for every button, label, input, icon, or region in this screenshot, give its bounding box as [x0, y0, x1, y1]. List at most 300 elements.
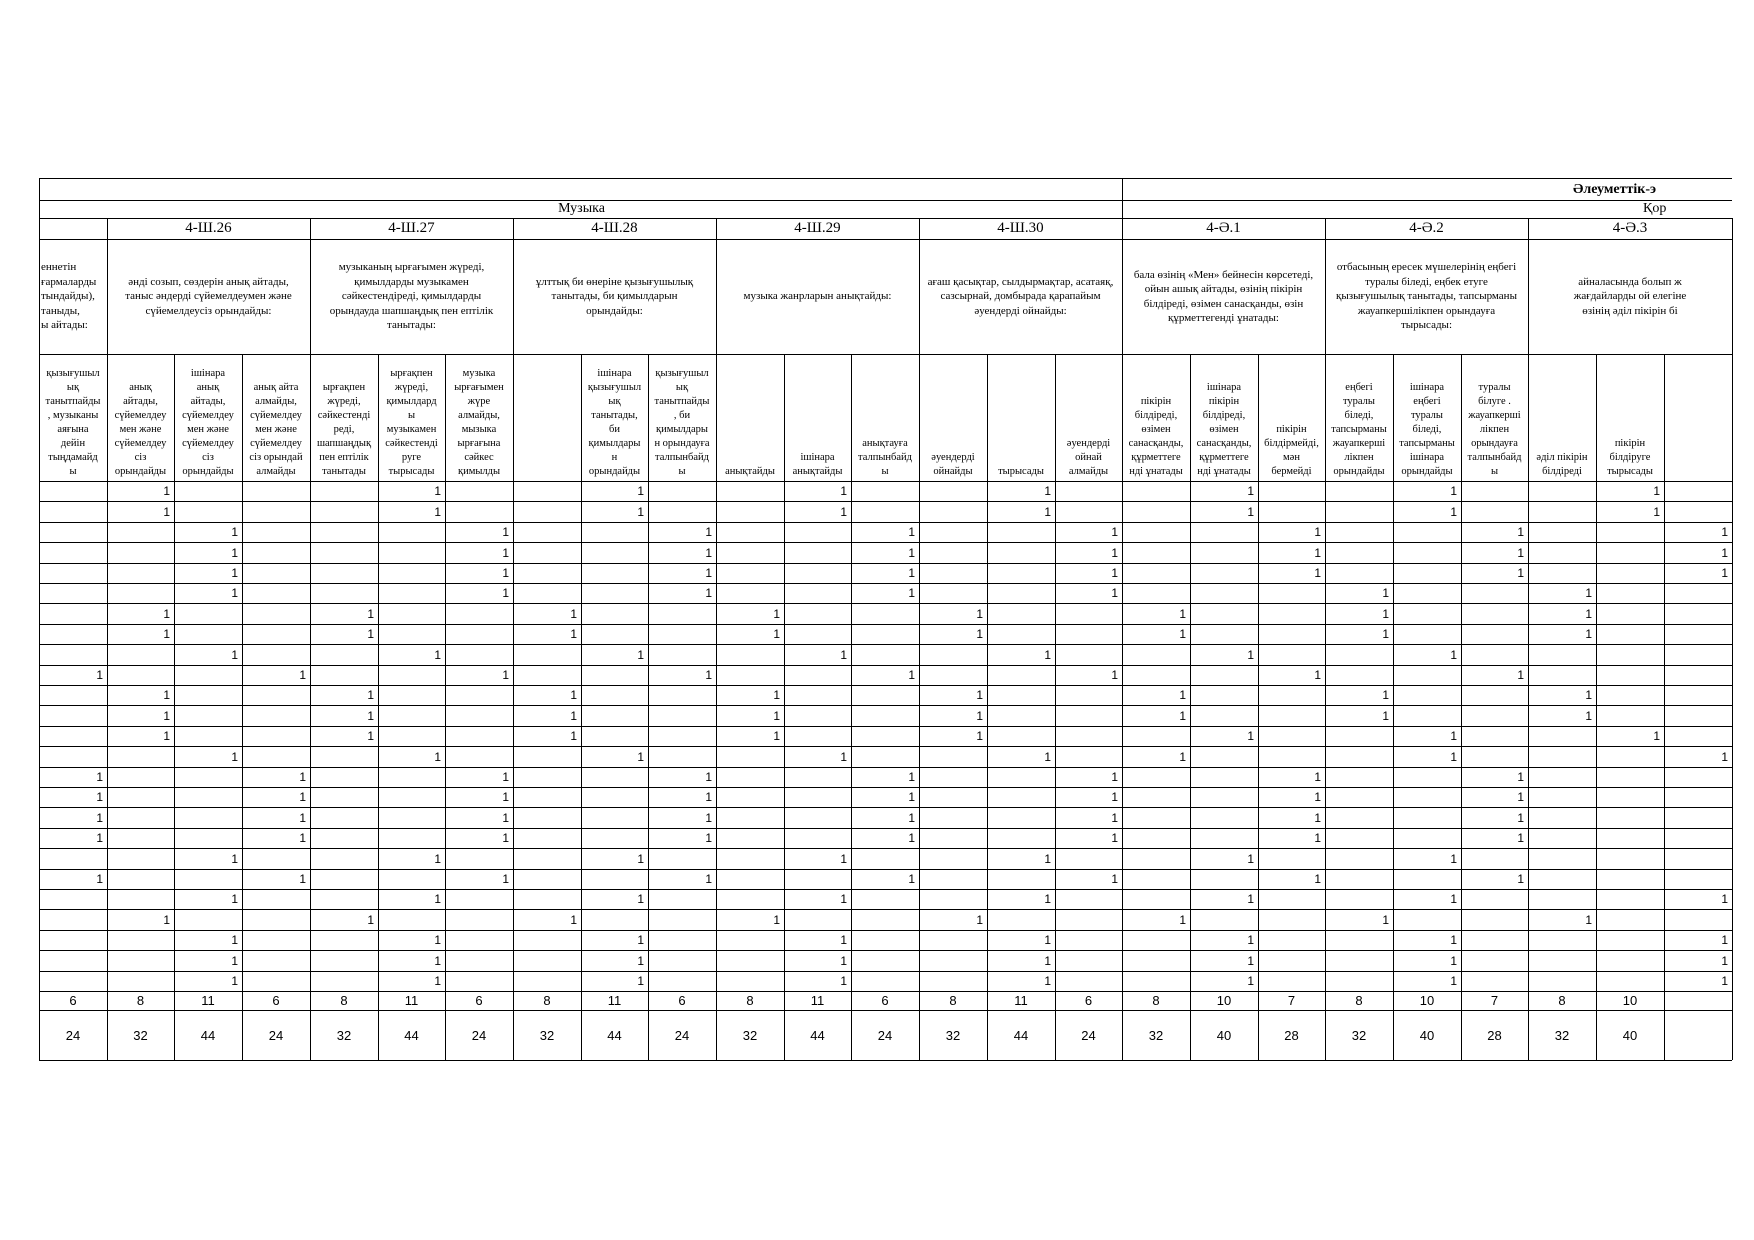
section-code: 4-Ә.2 — [1409, 220, 1444, 236]
grid-line-row — [39, 889, 1732, 890]
score-cell: 1 — [908, 770, 915, 784]
criterion-label: әділ пікірін білдіреді — [1536, 452, 1588, 477]
assessment-table — [39, 178, 1749, 1079]
percent-cell: 32 — [539, 1027, 555, 1043]
score-cell: 1 — [163, 627, 170, 641]
total-cell: 10 — [1216, 993, 1232, 1008]
score-cell: 1 — [1585, 708, 1592, 723]
section-description: музыканың ырғағымен жүреді, қимылдарды музыкамен сәйкестендіреді, қимылдарды орындауда шапшаңдық пен ептілік танытады: — [329, 261, 494, 332]
percent-cell: 44 — [1013, 1027, 1029, 1043]
criterion-label: әуендерді ойнайды — [931, 452, 975, 477]
grid-line-row — [39, 746, 1732, 747]
score-cell: 1 — [1517, 790, 1524, 804]
score-cell: 1 — [637, 484, 644, 498]
percent-cell: 32 — [336, 1027, 352, 1043]
total-cell: 8 — [746, 993, 754, 1008]
total-cell: 6 — [881, 993, 889, 1008]
section-description: музыка жанрларын анықтайды: — [743, 290, 892, 303]
score-cell: 1 — [1044, 484, 1051, 498]
criterion-label: анық айта алмайды, сүйемелдеу мен және сүйемелдеу сіз орындай алмайды — [249, 382, 303, 477]
grid-line-row — [39, 624, 1732, 625]
criterion-label: ішінара пікірін білдіреді, өзімен санасқанды, құрметтеге нді ұнатады — [1196, 382, 1252, 477]
score-cell: 1 — [1382, 912, 1389, 927]
percent-cell: 28 — [1487, 1027, 1502, 1043]
score-cell: 1 — [163, 708, 170, 723]
score-cell: 1 — [908, 545, 915, 560]
score-cell: 1 — [1450, 484, 1457, 498]
score-cell: 1 — [367, 912, 374, 927]
total-cell: 11 — [607, 993, 622, 1008]
score-cell: 1 — [570, 912, 577, 927]
percent-cell: 44 — [810, 1027, 825, 1043]
score-cell: 1 — [1247, 974, 1254, 988]
score-cell: 1 — [1111, 790, 1118, 804]
score-cell: 1 — [705, 790, 712, 804]
score-cell: 1 — [773, 688, 780, 702]
score-cell: 1 — [1721, 933, 1728, 947]
score-cell: 1 — [1111, 545, 1118, 560]
total-cell: 8 — [340, 993, 348, 1008]
percent-cell: 44 — [404, 1027, 419, 1043]
score-cell: 1 — [502, 872, 509, 886]
score-cell: 1 — [299, 770, 306, 784]
percent-cell: 32 — [1554, 1027, 1570, 1043]
score-cell: 1 — [1179, 708, 1186, 723]
score-cell: 1 — [1450, 892, 1457, 906]
score-cell: 1 — [1247, 504, 1254, 519]
score-cell: 1 — [163, 504, 170, 519]
score-cell: 1 — [1247, 953, 1254, 968]
score-cell: 1 — [1653, 504, 1660, 519]
score-cell: 1 — [1111, 668, 1118, 682]
percent-cell: 24 — [471, 1027, 487, 1043]
score-cell: 1 — [1517, 525, 1524, 539]
percent-cell: 32 — [742, 1027, 758, 1043]
total-cell: 11 — [810, 993, 825, 1008]
score-cell: 1 — [1382, 688, 1389, 702]
percent-cell: 40 — [1622, 1027, 1638, 1043]
section-code: 4-Ә.3 — [1612, 220, 1648, 236]
score-cell: 1 — [908, 586, 915, 600]
score-cell: 1 — [434, 504, 441, 519]
score-cell: 1 — [908, 790, 915, 804]
score-cell: 1 — [570, 606, 577, 621]
score-cell: 1 — [908, 566, 915, 580]
total-cell: 8 — [543, 993, 551, 1008]
total-cell: 7 — [1490, 993, 1499, 1008]
total-cell: 11 — [1014, 993, 1028, 1008]
score-cell: 1 — [96, 668, 103, 682]
section-description: ұлттық би өнеріне қызығушылық танытады, би қимылдарын орындайды: — [535, 275, 694, 317]
score-cell: 1 — [299, 831, 306, 845]
group-header-music: Музыка — [558, 201, 605, 216]
score-cell: 1 — [1585, 912, 1592, 927]
score-cell: 1 — [976, 627, 983, 641]
score-cell: 1 — [1247, 729, 1254, 743]
criterion-label — [513, 354, 581, 481]
score-cell: 1 — [96, 790, 103, 804]
score-cell: 1 — [1111, 586, 1118, 600]
score-cell: 1 — [773, 729, 780, 743]
score-cell: 1 — [96, 810, 103, 825]
score-cell: 1 — [434, 953, 441, 968]
group-header-social: Әлеуметтік-э — [1573, 182, 1657, 197]
score-cell: 1 — [1314, 770, 1321, 784]
score-cell: 1 — [705, 525, 712, 539]
score-cell: 1 — [163, 606, 170, 621]
score-cell: 1 — [96, 831, 103, 845]
score-cell: 1 — [434, 484, 441, 498]
score-cell: 1 — [502, 586, 509, 600]
criterion-label: пікірін білдіреді, өзімен санасқанды, құрметтеге нді ұнатады — [1128, 396, 1184, 477]
score-cell: 1 — [1314, 790, 1321, 804]
score-cell: 1 — [231, 974, 238, 988]
score-cell: 1 — [773, 912, 780, 927]
criterion-label: ішінара еңбегі туралы біледі, тапсырманы ішінара орындайды — [1399, 382, 1455, 477]
score-cell: 1 — [908, 668, 915, 682]
score-cell: 1 — [840, 953, 847, 968]
score-cell: 1 — [1247, 933, 1254, 947]
criterion-label: ырғақпен жүреді, қимылдард ы музыкамен сәйкестенді руге тырысады — [385, 368, 438, 477]
section-description: еннетін ғармаларды тындайды), таныды, ы айтады: — [41, 261, 97, 332]
score-cell: 1 — [367, 708, 374, 723]
score-cell: 1 — [705, 566, 712, 580]
grid-line-top — [39, 178, 1732, 179]
criterion-label: ішінара анық айтады, сүйемелдеу мен және сүйемелдеу сіз орындайды — [182, 368, 234, 477]
score-cell: 1 — [1721, 525, 1728, 539]
score-cell: 1 — [1314, 872, 1321, 886]
grid-line-row — [39, 705, 1732, 706]
criterion-label: анық айтады, сүйемелдеу мен және сүйемелдеу сіз орындайды — [114, 382, 167, 477]
percent-cell: 24 — [1081, 1027, 1096, 1043]
criterion-label: музыка ырғағымен жүре алмайды, мызыка ырғағына сәйкес қимылды — [454, 368, 504, 477]
score-cell: 1 — [1450, 974, 1457, 988]
score-cell: 1 — [840, 851, 847, 866]
criterion-label: еңбегі туралы біледі, тапсырманы жауапкерші лікпен орындайды — [1331, 382, 1387, 477]
criterion-label: пікірін білдіруге тырысады — [1607, 438, 1653, 477]
percent-cell: 32 — [1351, 1027, 1367, 1043]
score-cell: 1 — [637, 851, 644, 866]
score-cell: 1 — [1044, 892, 1051, 906]
section-code: 4-Ш.27 — [388, 220, 435, 236]
score-cell: 1 — [976, 688, 983, 702]
score-cell: 1 — [1247, 484, 1254, 498]
percent-cell: 32 — [133, 1027, 148, 1043]
section-code: 4-Ә.1 — [1206, 220, 1241, 236]
score-cell: 1 — [231, 749, 238, 764]
score-cell: 1 — [1111, 770, 1118, 784]
score-cell: 1 — [1721, 892, 1728, 906]
section-description: айналасында болып ж жағдайларды ой елегіне өзінің әділ пікірін бі — [1573, 275, 1687, 317]
percent-cell: 44 — [200, 1027, 216, 1043]
score-cell: 1 — [502, 810, 509, 825]
score-cell: 1 — [231, 953, 238, 968]
score-cell: 1 — [1517, 668, 1524, 682]
score-cell: 1 — [1517, 872, 1524, 886]
score-cell: 1 — [1585, 606, 1592, 621]
criterion-label: тырысады — [998, 466, 1044, 477]
score-cell: 1 — [570, 627, 577, 641]
score-cell: 1 — [1314, 810, 1321, 825]
section-description: бала өзінің «Мен» бейнесін көрсетеді, ойын ашық айтады, өзінің пікірін білдіреді, өзімен санасқанды, өзін құрметтегенді ұнатады: — [1133, 268, 1314, 324]
score-cell: 1 — [1314, 525, 1321, 539]
score-cell: 1 — [1044, 504, 1051, 519]
criterion-label: қызығушыл ық танытпайды , би қимылдары н орындауға талпынбайд ы — [654, 368, 710, 477]
score-cell: 1 — [434, 892, 441, 906]
score-cell: 1 — [1721, 749, 1728, 764]
grid-line-row — [39, 685, 1732, 686]
score-cell: 1 — [1721, 566, 1728, 580]
score-cell: 1 — [434, 749, 441, 764]
grid-line-group — [39, 200, 1732, 201]
percent-cell: 24 — [268, 1027, 284, 1043]
total-cell: 11 — [201, 993, 215, 1008]
score-cell: 1 — [773, 606, 780, 621]
score-cell: 1 — [1653, 484, 1660, 498]
criterion-label: әуендерді ойнай алмайды — [1066, 438, 1111, 477]
criterion-label: пікірін білдірмейді, мән бермейді — [1264, 424, 1319, 477]
total-cell: 8 — [1558, 993, 1566, 1008]
score-cell: 1 — [1585, 586, 1592, 600]
score-cell: 1 — [840, 504, 847, 519]
score-cell: 1 — [1314, 831, 1321, 845]
score-cell: 1 — [502, 831, 509, 845]
total-cell: 6 — [678, 993, 686, 1008]
score-cell: 1 — [840, 892, 847, 906]
score-cell: 1 — [773, 627, 780, 641]
percent-cell: 28 — [1284, 1027, 1299, 1043]
score-cell: 1 — [1314, 545, 1321, 560]
score-cell: 1 — [1382, 586, 1389, 600]
score-cell: 1 — [1585, 688, 1592, 702]
score-cell: 1 — [1517, 770, 1524, 784]
score-cell: 1 — [1247, 892, 1254, 906]
score-cell: 1 — [908, 525, 915, 539]
score-cell: 1 — [637, 892, 644, 906]
score-cell: 1 — [1044, 647, 1051, 662]
score-cell: 1 — [1044, 953, 1051, 968]
criterion-label: анықтауға талпынбайд ы — [858, 438, 912, 477]
score-cell: 1 — [840, 974, 847, 988]
percent-cell: 24 — [877, 1027, 893, 1043]
score-cell: 1 — [976, 708, 983, 723]
score-cell: 1 — [705, 668, 712, 682]
score-cell: 1 — [705, 770, 712, 784]
score-cell: 1 — [1450, 933, 1457, 947]
score-cell: 1 — [502, 668, 509, 682]
grid-line-row — [39, 481, 1732, 482]
score-cell: 1 — [840, 749, 847, 764]
grid-line-row — [39, 909, 1732, 910]
score-cell: 1 — [1585, 627, 1592, 641]
score-cell: 1 — [231, 545, 238, 560]
score-cell: 1 — [1517, 810, 1524, 825]
score-cell: 1 — [231, 586, 238, 600]
section-code: 4-Ш.29 — [794, 220, 841, 236]
score-cell: 1 — [1179, 627, 1186, 641]
score-cell: 1 — [976, 912, 983, 927]
total-cell: 8 — [1355, 993, 1363, 1008]
score-cell: 1 — [570, 729, 577, 743]
score-cell: 1 — [1314, 668, 1321, 682]
score-cell: 1 — [1044, 974, 1051, 988]
grid-line-row — [39, 726, 1732, 727]
total-cell: 6 — [475, 993, 483, 1008]
score-cell: 1 — [840, 933, 847, 947]
score-cell: 1 — [1721, 953, 1728, 968]
score-cell: 1 — [163, 688, 170, 702]
score-cell: 1 — [570, 688, 577, 702]
score-cell: 1 — [434, 647, 441, 662]
total-cell: 8 — [1152, 993, 1160, 1008]
score-cell: 1 — [705, 831, 712, 845]
score-cell: 1 — [163, 912, 170, 927]
score-cell: 1 — [1179, 688, 1186, 702]
percent-cell: 40 — [1216, 1027, 1232, 1043]
score-cell: 1 — [637, 933, 644, 947]
section-code: 4-Ш.26 — [185, 220, 232, 236]
total-cell: 8 — [949, 993, 957, 1008]
score-cell: 1 — [1450, 851, 1457, 866]
grid-line-row — [39, 971, 1732, 972]
total-cell: 8 — [136, 993, 145, 1008]
score-cell: 1 — [1382, 627, 1389, 641]
score-cell: 1 — [1382, 606, 1389, 621]
score-cell: 1 — [502, 525, 509, 539]
score-cell: 1 — [908, 872, 915, 886]
percent-cell: 24 — [674, 1027, 690, 1043]
score-cell: 1 — [1314, 566, 1321, 580]
score-cell: 1 — [1450, 647, 1457, 662]
score-cell: 1 — [434, 851, 441, 866]
score-cell: 1 — [1179, 912, 1186, 927]
score-cell: 1 — [367, 729, 374, 743]
score-cell: 1 — [1111, 872, 1118, 886]
score-cell: 1 — [976, 606, 983, 621]
score-cell: 1 — [231, 647, 238, 662]
section-description: ағаш қасықтар, сылдырмақтар, асатаяқ, сазсырнай, домбырада қарапайым әуендерді ойнайды: — [927, 275, 1114, 317]
score-cell: 1 — [1450, 953, 1457, 968]
score-cell: 1 — [1044, 851, 1051, 866]
percent-cell: 32 — [945, 1027, 961, 1043]
grid-line-end — [39, 1060, 1732, 1061]
score-cell: 1 — [1721, 974, 1728, 988]
grid-line-row — [39, 501, 1732, 502]
score-cell: 1 — [1450, 729, 1457, 743]
score-cell: 1 — [367, 627, 374, 641]
grid-line-row — [39, 930, 1732, 931]
score-cell: 1 — [637, 504, 644, 519]
total-cell: 11 — [404, 993, 419, 1008]
total-cell: 10 — [1622, 993, 1638, 1008]
percent-cell: 24 — [65, 1027, 81, 1043]
score-cell: 1 — [502, 545, 509, 560]
score-cell: 1 — [299, 790, 306, 804]
percent-cell: 44 — [607, 1027, 622, 1043]
score-cell: 1 — [908, 810, 915, 825]
score-cell: 1 — [637, 749, 644, 764]
score-cell: 1 — [1111, 831, 1118, 845]
score-cell: 1 — [1179, 606, 1186, 621]
criterion-label: туралы білуге . жауапкерші лікпен орындауға талпынбайд ы — [1467, 382, 1522, 477]
score-cell: 1 — [1111, 566, 1118, 580]
score-cell: 1 — [299, 668, 306, 682]
score-cell: 1 — [705, 872, 712, 886]
grid-line-row — [39, 950, 1732, 951]
score-cell: 1 — [1721, 545, 1728, 560]
score-cell: 1 — [908, 831, 915, 845]
total-cell: 7 — [1287, 993, 1296, 1008]
criterion-label: қызығушыл ық танытпайды , музыканы аяғына дейін тыңдамайд ы — [45, 368, 101, 477]
criterion-label: ырғақпен жүреді, сәйкестенді реді, шапшаңдық пен ептілік танытады — [316, 382, 372, 477]
grid-line-row — [39, 644, 1732, 645]
total-cell: 6 — [272, 993, 280, 1008]
score-cell: 1 — [163, 484, 170, 498]
score-cell: 1 — [231, 851, 238, 866]
grid-line-section — [1732, 218, 1733, 1060]
score-cell: 1 — [1517, 545, 1524, 560]
section-code: 4-Ш.28 — [591, 220, 638, 236]
score-cell: 1 — [773, 708, 780, 723]
score-cell: 1 — [1247, 647, 1254, 662]
score-cell: 1 — [705, 545, 712, 560]
score-cell: 1 — [840, 484, 847, 498]
total-cell: 10 — [1419, 993, 1435, 1008]
score-cell: 1 — [96, 770, 103, 784]
score-cell: 1 — [231, 892, 238, 906]
score-cell: 1 — [1450, 504, 1457, 519]
total-cell: 6 — [1084, 993, 1093, 1008]
score-cell: 1 — [367, 606, 374, 621]
score-cell: 1 — [1517, 831, 1524, 845]
percent-cell: 32 — [1148, 1027, 1164, 1043]
score-cell: 1 — [1044, 933, 1051, 947]
score-cell: 1 — [1517, 566, 1524, 580]
score-cell: 1 — [1111, 810, 1118, 825]
score-cell: 1 — [1653, 729, 1660, 743]
score-cell: 1 — [502, 770, 509, 784]
section-description: отбасының ересек мүшелерінің еңбегі туралы біледі, еңбек етуге қызығушылық танытады, тапсырманы жауапкершілікпен орындауға тырысады: — [1336, 261, 1517, 332]
score-cell: 1 — [1247, 851, 1254, 866]
score-cell: 1 — [231, 566, 238, 580]
score-cell: 1 — [502, 566, 509, 580]
score-cell: 1 — [1450, 749, 1457, 764]
score-cell: 1 — [637, 647, 644, 662]
criterion-label: ішінара анықтайды — [792, 452, 843, 477]
grid-line-row — [39, 848, 1732, 849]
score-cell: 1 — [570, 708, 577, 723]
grid-line-row — [39, 603, 1732, 604]
score-cell: 1 — [96, 872, 103, 886]
total-cell: 6 — [69, 993, 77, 1008]
criterion-label: анықтайды — [725, 466, 775, 477]
score-cell: 1 — [299, 872, 306, 886]
score-cell: 1 — [1179, 749, 1186, 764]
section-description: әнді созып, сөздерін анық айтады, таныс әндерді сүйемелдеумен және сүйемелдеусіз орындайды: — [125, 275, 292, 317]
score-cell: 1 — [367, 688, 374, 702]
criterion-label: ішінара қызығушыл ық танытады, би қимылдары н орындайды — [587, 368, 642, 477]
score-cell: 1 — [434, 974, 441, 988]
score-cell: 1 — [434, 933, 441, 947]
score-cell: 1 — [637, 953, 644, 968]
score-cell: 1 — [502, 790, 509, 804]
score-cell: 1 — [1382, 708, 1389, 723]
score-cell: 1 — [637, 974, 644, 988]
score-cell: 1 — [840, 647, 847, 662]
score-cell: 1 — [231, 525, 238, 539]
score-cell: 1 — [1111, 525, 1118, 539]
score-cell: 1 — [1044, 749, 1051, 764]
